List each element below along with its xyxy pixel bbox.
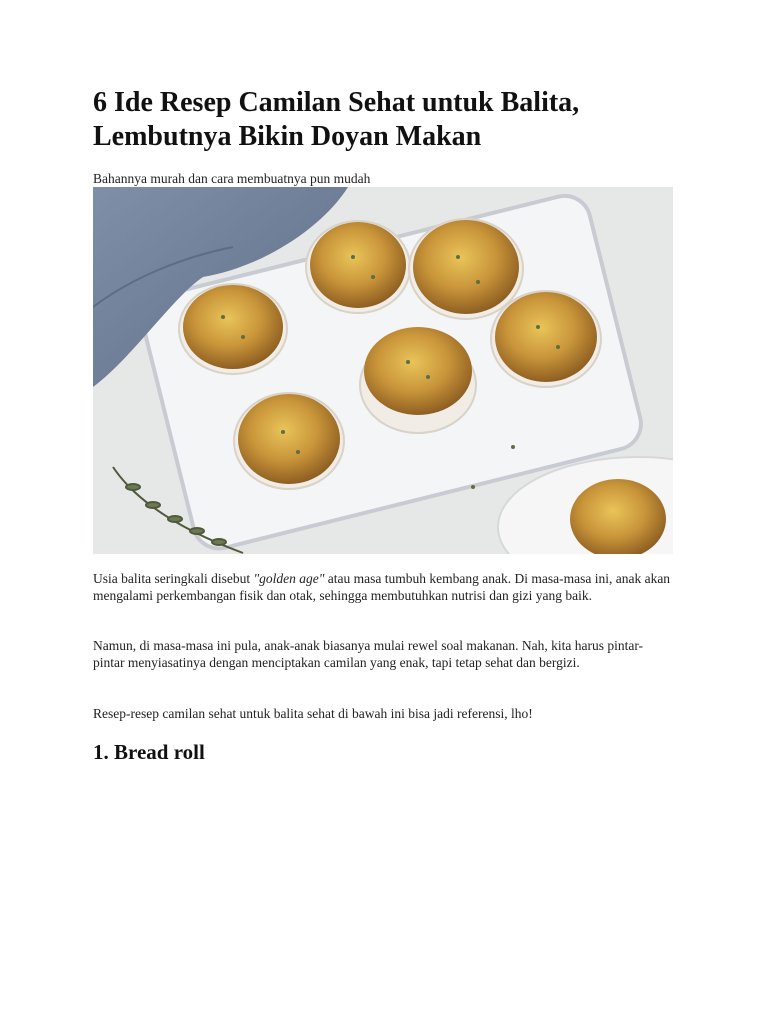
intro-text-end: atau masa tumbuh kembang anak. Di masa-masa ini, anak akan mengalami perkembangan fisik dan otak, sehingga membutuhkan nutrisi dan gizi yang baik. bbox=[93, 571, 671, 603]
muffin bbox=[306, 221, 410, 313]
paragraph-3: Resep-resep camilan sehat untuk balita sehat di bawah ini bisa jadi referensi, lho! bbox=[93, 706, 533, 721]
muffin bbox=[234, 393, 344, 489]
muffin bbox=[491, 291, 601, 387]
golden-age-emphasis: "golden age" bbox=[253, 571, 325, 586]
muffin bbox=[409, 219, 523, 319]
intro-paragraph bbox=[93, 570, 673, 604]
hero-image-muffins bbox=[93, 187, 673, 554]
paragraph-2: Namun, di masa-masa ini pula, anak-anak biasanya mulai rewel soal makanan. Nah, kita harus pintar-pintar menyiasatinya dengan menciptakan camilan yang enak, tapi tetap sehat dan bergizi. bbox=[93, 638, 644, 670]
article-title: 6 Ide Resep Camilan Sehat untuk Balita, Lembutnya Bikin Doyan Makan bbox=[93, 87, 580, 152]
section-heading-bread-roll: 1. Bread roll bbox=[93, 740, 205, 764]
muffin bbox=[179, 284, 287, 374]
article-subtitle: Bahannya murah dan cara membuatnya pun mudah bbox=[93, 171, 371, 186]
intro-text-start: Usia balita seringkali disebut bbox=[93, 571, 254, 586]
muffin bbox=[360, 327, 476, 433]
